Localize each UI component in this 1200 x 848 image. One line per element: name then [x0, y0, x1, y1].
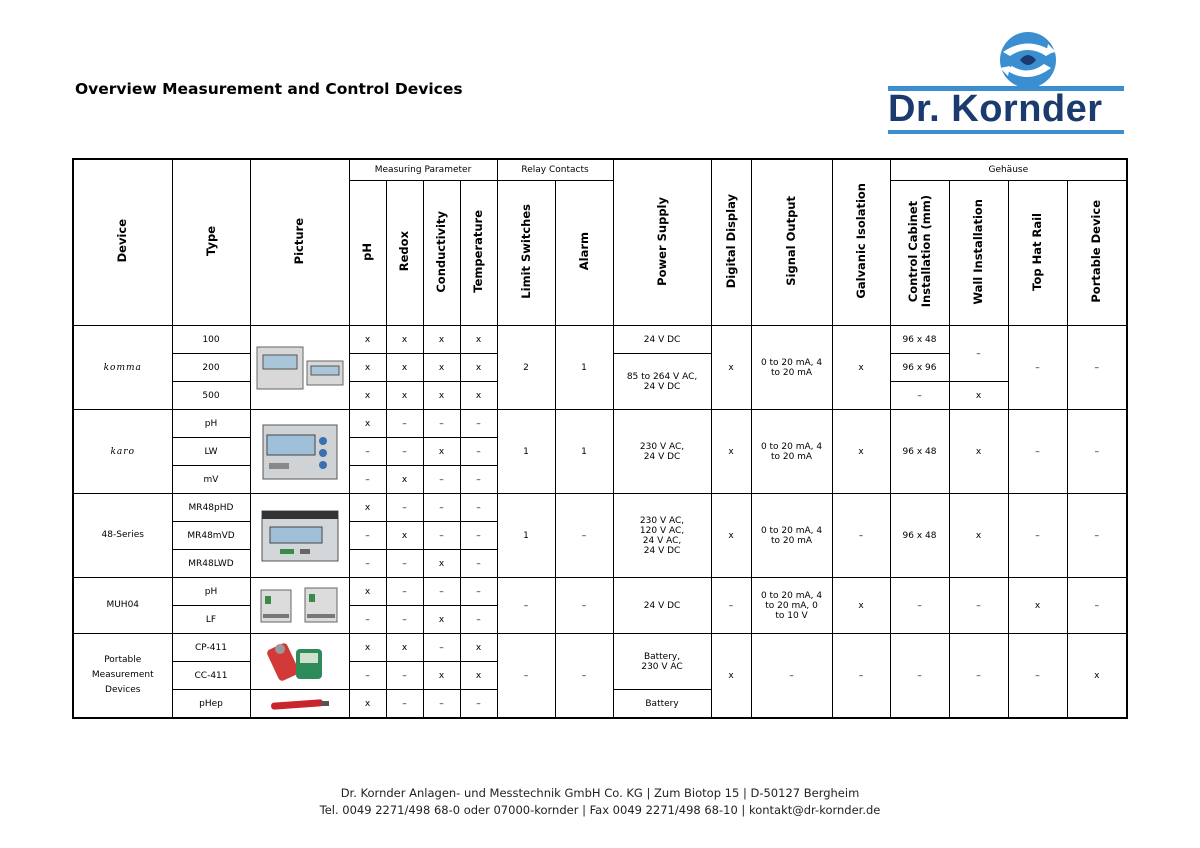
wall-cell: – — [949, 634, 1008, 719]
footer-contact: Tel. 0049 2271/498 68-0 oder 07000-kornder | Fax 0049 2271/498 68-10 | kontakt@dr-kornder.de — [319, 803, 881, 817]
digital-display-cell: x — [711, 634, 751, 719]
redox-cell: – — [386, 578, 423, 606]
redox-cell: – — [386, 438, 423, 466]
top-hat-rail-cell: – — [1008, 494, 1067, 578]
header-type: Type — [172, 159, 250, 326]
header-picture: Picture — [250, 159, 349, 326]
conductivity-cell: – — [423, 494, 460, 522]
galvanic-isolation-cell: x — [832, 578, 890, 634]
table-row — [73, 494, 1127, 522]
header-top-hat-rail: Top Hat Rail — [1008, 181, 1067, 326]
ph-cell: x — [349, 634, 386, 662]
redox-cell: x — [386, 354, 423, 382]
header-device: Device — [73, 159, 172, 326]
temperature-cell: – — [460, 522, 497, 550]
karo-device-image — [257, 421, 343, 483]
device-picture — [250, 494, 349, 578]
power-supply-cell: Battery, 230 V AC — [613, 634, 711, 690]
wall-cell: x — [949, 410, 1008, 494]
type-cell: 200 — [172, 354, 250, 382]
device-name: karo — [73, 410, 172, 494]
redox-cell: – — [386, 410, 423, 438]
type-cell: MR48pHD — [172, 494, 250, 522]
conductivity-cell: – — [423, 578, 460, 606]
temperature-cell: – — [460, 410, 497, 438]
header-redox: Redox — [386, 181, 423, 326]
signal-output-cell: 0 to 20 mA, 4 to 20 mA — [751, 326, 832, 410]
cabinet-cell: – — [890, 634, 949, 719]
temperature-cell: x — [460, 634, 497, 662]
conductivity-cell: x — [423, 354, 460, 382]
device-name: MUH04 — [73, 578, 172, 634]
redox-cell: x — [386, 382, 423, 410]
galvanic-isolation-cell: x — [832, 326, 890, 410]
company-logo — [888, 30, 1128, 140]
portable-meter-image — [260, 639, 340, 685]
ph-cell: – — [349, 438, 386, 466]
signal-output-cell: – — [751, 634, 832, 719]
ph-cell: x — [349, 382, 386, 410]
ph-cell: – — [349, 606, 386, 634]
header-limit-switches: Limit Switches — [497, 181, 555, 326]
temperature-cell: – — [460, 690, 497, 719]
galvanic-isolation-cell: – — [832, 494, 890, 578]
header-temperature: Temperature — [460, 181, 497, 326]
device-name: 48-Series — [73, 494, 172, 578]
conductivity-cell: x — [423, 606, 460, 634]
temperature-cell: – — [460, 438, 497, 466]
type-cell: MR48mVD — [172, 522, 250, 550]
temperature-cell: – — [460, 494, 497, 522]
type-cell: MR48LWD — [172, 550, 250, 578]
redox-cell: x — [386, 522, 423, 550]
redox-cell: – — [386, 550, 423, 578]
conductivity-cell: – — [423, 466, 460, 494]
top-hat-rail-cell: x — [1008, 578, 1067, 634]
digital-display-cell: x — [711, 494, 751, 578]
ph-cell: – — [349, 466, 386, 494]
limit-switches-cell: 1 — [497, 494, 555, 578]
header-measuring-parameter: Measuring Parameter — [349, 159, 497, 181]
signal-output-cell: 0 to 20 mA, 4 to 20 mA — [751, 494, 832, 578]
cabinet-cell: 96 x 96 — [890, 354, 949, 382]
type-cell: pH — [172, 578, 250, 606]
header-gehaeuse: Gehäuse — [890, 159, 1127, 181]
redox-cell: x — [386, 466, 423, 494]
phep-tester-image — [265, 695, 335, 713]
page-title: Overview Measurement and Control Devices — [75, 80, 463, 98]
type-cell: LW — [172, 438, 250, 466]
alarm-cell: – — [555, 494, 613, 578]
alarm-cell: – — [555, 578, 613, 634]
portable-cell: – — [1067, 410, 1127, 494]
redox-cell: – — [386, 662, 423, 690]
top-hat-rail-cell: – — [1008, 410, 1067, 494]
power-supply-cell: 24 V DC — [613, 326, 711, 354]
table-row — [73, 578, 1127, 606]
portable-cell: x — [1067, 634, 1127, 719]
temperature-cell: – — [460, 466, 497, 494]
device-picture — [250, 326, 349, 410]
type-cell: LF — [172, 606, 250, 634]
header-wall-installation: Wall Installation — [949, 181, 1008, 326]
device-picture — [250, 578, 349, 634]
ph-cell: x — [349, 354, 386, 382]
portable-cell: – — [1067, 326, 1127, 410]
wall-cell: – — [949, 326, 1008, 382]
wall-cell: x — [949, 382, 1008, 410]
cabinet-cell: – — [890, 382, 949, 410]
conductivity-cell: – — [423, 522, 460, 550]
ph-cell: – — [349, 662, 386, 690]
type-cell: CC-411 — [172, 662, 250, 690]
wall-cell: x — [949, 494, 1008, 578]
redox-cell: – — [386, 690, 423, 719]
power-supply-cell: 230 V AC, 24 V DC — [613, 410, 711, 494]
signal-output-cell: 0 to 20 mA, 4 to 20 mA — [751, 410, 832, 494]
conductivity-cell: – — [423, 634, 460, 662]
temperature-cell: x — [460, 382, 497, 410]
power-supply-cell: 230 V AC, 120 V AC, 24 V AC, 24 V DC — [613, 494, 711, 578]
logo-text: Dr. Kornder — [888, 88, 1103, 130]
limit-switches-cell: – — [497, 578, 555, 634]
top-hat-rail-cell: – — [1008, 634, 1067, 719]
device-name: Portable Measurement Devices — [73, 634, 172, 719]
alarm-cell: – — [555, 634, 613, 719]
ph-cell: x — [349, 326, 386, 354]
device-picture — [250, 690, 349, 719]
ph-cell: x — [349, 690, 386, 719]
type-cell: 100 — [172, 326, 250, 354]
type-cell: pH — [172, 410, 250, 438]
redox-cell: x — [386, 634, 423, 662]
portable-cell: – — [1067, 494, 1127, 578]
ph-cell: x — [349, 494, 386, 522]
device-picture — [250, 410, 349, 494]
alarm-cell: 1 — [555, 410, 613, 494]
temperature-cell: – — [460, 606, 497, 634]
header-alarm: Alarm — [555, 181, 613, 326]
temperature-cell: – — [460, 550, 497, 578]
device-overview-table — [72, 158, 1128, 719]
cabinet-cell: 96 x 48 — [890, 410, 949, 494]
conductivity-cell: – — [423, 690, 460, 719]
galvanic-isolation-cell: x — [832, 410, 890, 494]
48-series-device-image — [256, 505, 344, 567]
header-digital-display: Digital Display — [711, 159, 751, 326]
redox-cell: – — [386, 494, 423, 522]
device-picture — [250, 634, 349, 690]
table-row — [73, 410, 1127, 438]
table-row — [73, 326, 1127, 354]
galvanic-isolation-cell: – — [832, 634, 890, 719]
header-conductivity: Conductivity — [423, 181, 460, 326]
conductivity-cell: – — [423, 410, 460, 438]
conductivity-cell: x — [423, 326, 460, 354]
logo-globe-icon — [888, 30, 1128, 90]
cabinet-cell: 96 x 48 — [890, 326, 949, 354]
top-hat-rail-cell: – — [1008, 326, 1067, 410]
header-relay-contacts: Relay Contacts — [497, 159, 613, 181]
footer-address: Dr. Kornder Anlagen- und Messtechnik GmbH Co. KG | Zum Biotop 15 | D-50127 Bergheim — [340, 786, 860, 800]
type-cell: CP-411 — [172, 634, 250, 662]
digital-display-cell: x — [711, 326, 751, 410]
redox-cell: – — [386, 606, 423, 634]
ph-cell: – — [349, 550, 386, 578]
limit-switches-cell: 2 — [497, 326, 555, 410]
type-cell: 500 — [172, 382, 250, 410]
header-galvanic-isolation: Galvanic Isolation — [832, 159, 890, 326]
ph-cell: x — [349, 578, 386, 606]
power-supply-cell: Battery — [613, 690, 711, 719]
muh04-device-image — [255, 584, 345, 628]
device-name: komma — [73, 326, 172, 410]
table-row — [73, 634, 1127, 662]
header-portable-device: Portable Device — [1067, 181, 1127, 326]
temperature-cell: x — [460, 326, 497, 354]
wall-cell: – — [949, 578, 1008, 634]
conductivity-cell: x — [423, 662, 460, 690]
limit-switches-cell: 1 — [497, 410, 555, 494]
power-supply-cell: 85 to 264 V AC, 24 V DC — [613, 354, 711, 410]
cabinet-cell: – — [890, 578, 949, 634]
temperature-cell: x — [460, 354, 497, 382]
temperature-cell: – — [460, 578, 497, 606]
conductivity-cell: x — [423, 438, 460, 466]
ph-cell: x — [349, 410, 386, 438]
limit-switches-cell: – — [497, 634, 555, 719]
signal-output-cell: 0 to 20 mA, 4 to 20 mA, 0 to 10 V — [751, 578, 832, 634]
type-cell: mV — [172, 466, 250, 494]
type-cell: pHep — [172, 690, 250, 719]
alarm-cell: 1 — [555, 326, 613, 410]
digital-display-cell: x — [711, 410, 751, 494]
redox-cell: x — [386, 326, 423, 354]
ph-cell: – — [349, 522, 386, 550]
temperature-cell: x — [460, 662, 497, 690]
power-supply-cell: 24 V DC — [613, 578, 711, 634]
portable-cell: – — [1067, 578, 1127, 634]
header-control-cabinet: Control Cabinet Installation (mm) — [890, 181, 949, 326]
conductivity-cell: x — [423, 550, 460, 578]
header-signal-output: Signal Output — [751, 159, 832, 326]
cabinet-cell: 96 x 48 — [890, 494, 949, 578]
header-power-supply: Power Supply — [613, 159, 711, 326]
digital-display-cell: – — [711, 578, 751, 634]
conductivity-cell: x — [423, 382, 460, 410]
komma-device-image — [253, 343, 347, 393]
header-ph: pH — [349, 181, 386, 326]
logo-stripe-bottom — [888, 130, 1124, 134]
